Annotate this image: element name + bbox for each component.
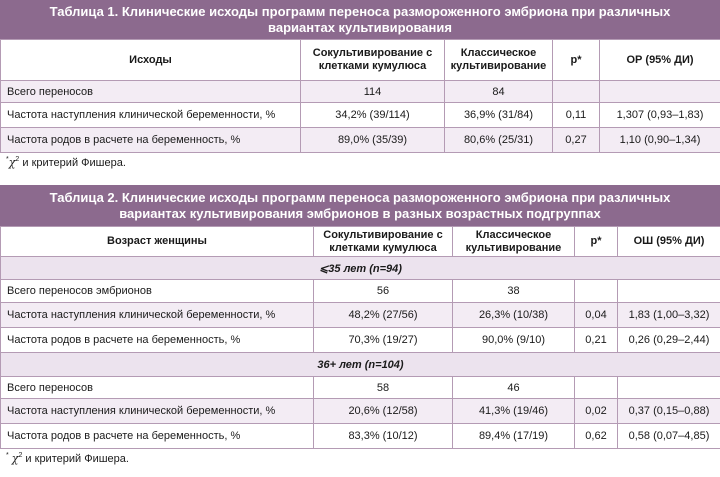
table-cell: Всего переносов <box>1 377 314 399</box>
table-cell: 89,4% (17/19) <box>453 424 575 449</box>
age-group-label: 36+ лет (n=104) <box>1 353 720 377</box>
table-cell <box>553 81 600 103</box>
age-group-row <box>1 257 720 280</box>
column-header: Сокультивирование с клетками кумулюса <box>314 227 453 257</box>
table-cell: 114 <box>301 81 445 103</box>
table-row <box>1 424 720 449</box>
column-header: Классическое культивирование <box>445 40 553 81</box>
table-cell: 20,6% (12/58) <box>314 399 453 424</box>
table-row <box>1 280 720 303</box>
table-2 <box>0 185 720 468</box>
table-cell: 0,62 <box>575 424 618 449</box>
table-cell: Частота родов в расчете на беременность, % <box>1 424 314 449</box>
column-header: Возраст женщины <box>1 227 314 257</box>
table-cell: 0,26 (0,29–2,44) <box>618 328 720 353</box>
table-cell: Частота наступления клинической беременности, % <box>1 399 314 424</box>
table-cell: 41,3% (19/46) <box>453 399 575 424</box>
table-row <box>1 303 720 328</box>
table-1-grid <box>0 39 720 153</box>
table-cell: 56 <box>314 280 453 303</box>
table-cell <box>575 377 618 399</box>
table-cell: Частота наступления клинической беременности, % <box>1 103 301 128</box>
table-cell: 0,37 (0,15–0,88) <box>618 399 720 424</box>
table-cell: 0,27 <box>553 128 600 153</box>
column-header: Сокультивирование с клетками кумулюса <box>301 40 445 81</box>
table-cell: 36,9% (31/84) <box>445 103 553 128</box>
table-cell: 26,3% (10/38) <box>453 303 575 328</box>
table-cell: 0,21 <box>575 328 618 353</box>
table-cell: 90,0% (9/10) <box>453 328 575 353</box>
table-cell: 0,04 <box>575 303 618 328</box>
table-cell: 80,6% (25/31) <box>445 128 553 153</box>
table-cell: 84 <box>445 81 553 103</box>
table-cell: 0,58 (0,07–4,85) <box>618 424 720 449</box>
table-cell <box>600 81 720 103</box>
table-cell: 70,3% (19/27) <box>314 328 453 353</box>
age-group-label: ⩽35 лет (n=94) <box>1 257 720 280</box>
age-group-row <box>1 353 720 377</box>
table-row <box>1 103 720 128</box>
column-header: p* <box>553 40 600 81</box>
column-header: Исходы <box>1 40 301 81</box>
table-row <box>1 377 720 399</box>
table-2-caption: Таблица 2. Клинические исходы программ переноса размороженного эмбриона при различных вариантах культивирования эмбрионов в разных возрастных подгруппах <box>0 185 720 226</box>
table-row <box>1 399 720 424</box>
table-cell: Всего переносов эмбрионов <box>1 280 314 303</box>
table-cell: 48,2% (27/56) <box>314 303 453 328</box>
table-cell: 46 <box>453 377 575 399</box>
table-cell: 38 <box>453 280 575 303</box>
table-cell: Частота наступления клинической беременности, % <box>1 303 314 328</box>
table-cell: 1,307 (0,93–1,83) <box>600 103 720 128</box>
table-2-footnote: * $\chi^2$ и критерий Фишера. <box>6 452 129 465</box>
table-cell <box>575 280 618 303</box>
table-cell: Частота родов в расчете на беременность, % <box>1 328 314 353</box>
column-header: Классическое культивирование <box>453 227 575 257</box>
table-cell: Частота родов в расчете на беременность, % <box>1 128 301 153</box>
table-1-footnote: $^*\chi^2$ и критерий Фишера. <box>6 156 126 169</box>
table-cell: Всего переносов <box>1 81 301 103</box>
table-cell: 89,0% (35/39) <box>301 128 445 153</box>
table-1 <box>0 0 720 172</box>
column-header: ОШ (95% ДИ) <box>618 227 720 257</box>
table-2-grid <box>0 226 720 449</box>
table-row <box>1 328 720 353</box>
table-row <box>1 81 720 103</box>
table-cell: 58 <box>314 377 453 399</box>
table-cell: 1,83 (1,00–3,32) <box>618 303 720 328</box>
table-cell <box>618 280 720 303</box>
table-2-header-row <box>1 227 720 257</box>
table-1-header-row <box>1 40 720 81</box>
table-row <box>1 128 720 153</box>
table-cell: 0,11 <box>553 103 600 128</box>
table-cell: 83,3% (10/12) <box>314 424 453 449</box>
table-cell: 34,2% (39/114) <box>301 103 445 128</box>
table-cell: 0,02 <box>575 399 618 424</box>
table-cell: 1,10 (0,90–1,34) <box>600 128 720 153</box>
table-1-caption: Таблица 1. Клинические исходы программ переноса размороженного эмбриона при различных вариантах культивирования <box>0 0 720 39</box>
column-header: p* <box>575 227 618 257</box>
column-header: ОР (95% ДИ) <box>600 40 720 81</box>
table-cell <box>618 377 720 399</box>
